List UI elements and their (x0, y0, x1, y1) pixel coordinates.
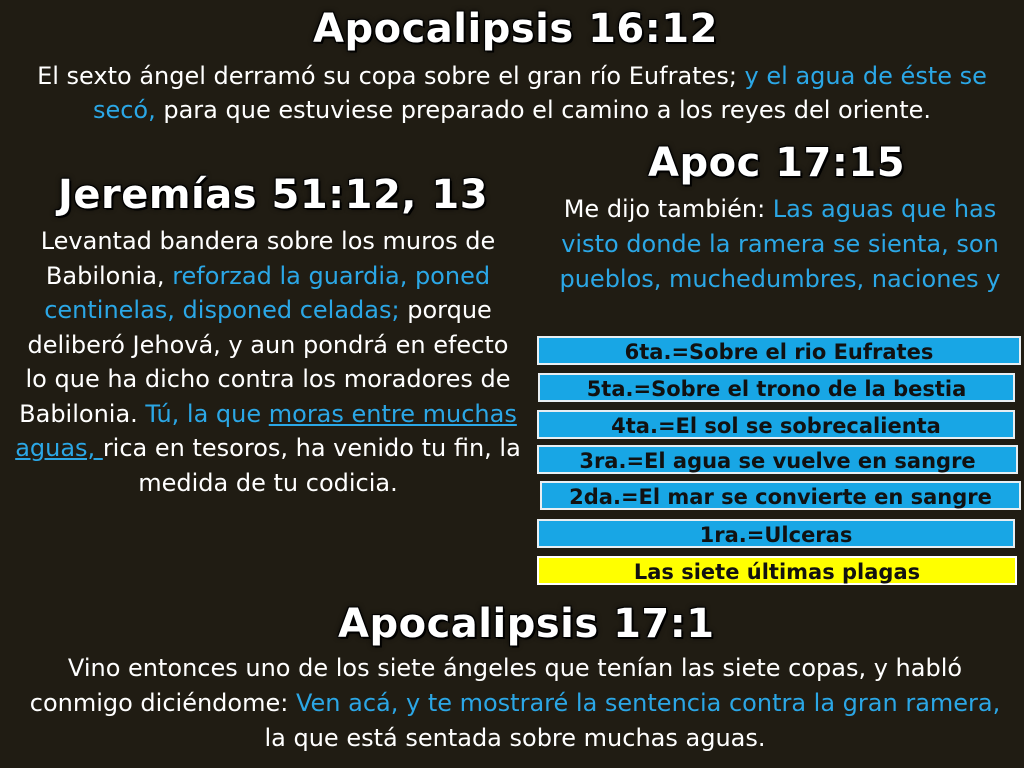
heading-apoc-17-15: Apoc 17:15 (648, 140, 906, 186)
verse-highlight: Tú, la que (145, 399, 269, 428)
plague-item: 2da.=El mar se convierte en sangre (540, 481, 1021, 510)
verse-jeremias-51-12-13 (14, 224, 522, 500)
verse-text: rica en tesoros, ha venido tu fin, la medida de tu codicia. (102, 434, 521, 497)
verse-text: Levantad bandera sobre los muros de Babilonia, (40, 227, 496, 290)
verse-underlined-highlight: moras entre muchas aguas, (15, 399, 517, 462)
plague-item: 1ra.=Ulceras (537, 519, 1015, 548)
verse-text: para que estuviese preparado el camino a los reyes del oriente. (155, 96, 932, 124)
verse-apoc-17-15 (549, 192, 1011, 297)
plague-item: 4ta.=El sol se sobrecalienta (537, 410, 1015, 439)
verse-text: Vino entonces uno de los siete ángeles que tenían las siete copas, y habló conmigo diciéndome: (29, 654, 963, 717)
plague-item: 5ta.=Sobre el trono de la bestia (538, 373, 1015, 402)
verse-text: Me dijo también: (563, 195, 773, 223)
verse-apocalipsis-17-1 (20, 651, 1010, 756)
heading-jeremias-51-12-13: Jeremías 51:12, 13 (58, 172, 489, 218)
verse-apocalipsis-16-12 (20, 59, 1004, 127)
verse-text: El sexto ángel derramó su copa sobre el gran río Eufrates; (37, 62, 745, 90)
verse-highlight: reforzad la guardia, poned centinelas, disponed celadas; (44, 261, 491, 324)
verse-highlight: son pueblos, muchedumbres, naciones y (559, 230, 1001, 293)
plague-item: 3ra.=El agua se vuelve en sangre (537, 445, 1018, 474)
heading-apocalipsis-17-1: Apocalipsis 17:1 (338, 601, 715, 647)
heading-apocalipsis-16-12: Apocalipsis 16:12 (313, 6, 718, 52)
verse-highlight: Las aguas que has visto donde la ramera se sienta, (561, 195, 997, 258)
verse-highlight: y el agua de éste se secó, (92, 62, 987, 124)
verse-text: porque deliberó Jehová, y aun pondrá en efecto lo que ha dicho contra los moradores de Babilonia. (19, 296, 511, 428)
plague-item: 6ta.=Sobre el rio Eufrates (537, 336, 1021, 365)
verse-text: la que está sentada sobre muchas aguas. (264, 724, 766, 752)
verse-highlight: Ven acá, y te mostraré la sentencia contra la gran ramera, (295, 689, 1001, 717)
plagues-title-banner: Las siete últimas plagas (537, 556, 1017, 585)
plagues-list (537, 336, 1021, 585)
